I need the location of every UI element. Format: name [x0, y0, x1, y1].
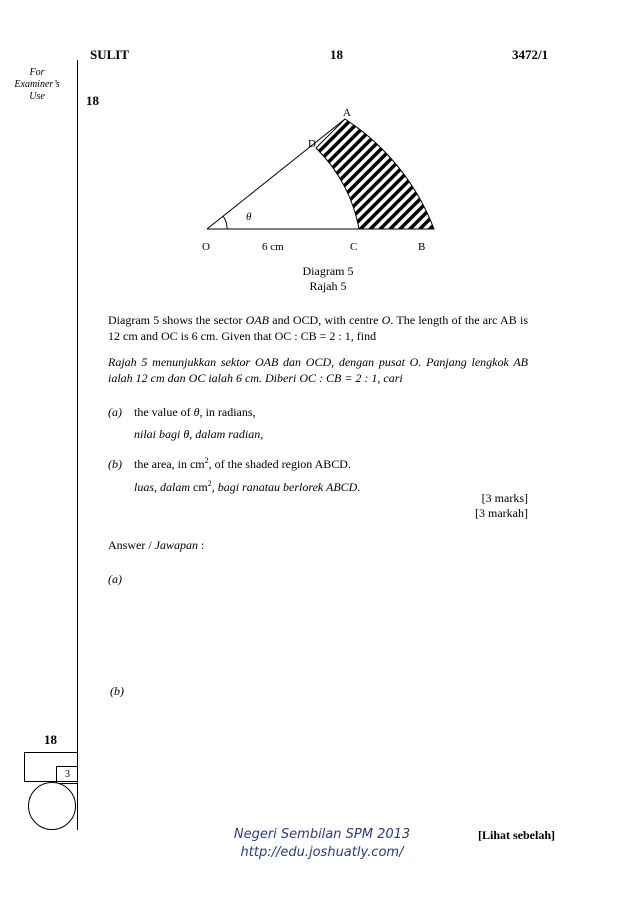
length-oc-label: 6 cm	[262, 241, 284, 253]
angle-theta-label: θ	[246, 211, 252, 223]
answer-part-a-label: (a)	[108, 572, 122, 586]
marks-malay: [3 markah]	[475, 506, 528, 520]
part-a-label: (a)	[108, 405, 122, 419]
question-malay: Rajah 5 menunjukkan sektor OAB dan OCD, dengan pusat O. Panjang lengkok AB ialah 12 cm dan OC ialah 6 cm. Diberi OC : CB = 2 : 1, cari	[108, 355, 528, 385]
sector-diagram	[190, 100, 450, 250]
examiner-score-circle	[28, 782, 76, 830]
question-english: Diagram 5 shows the sector OAB and OCD, with centre O. The length of the arc AB is 12 cm and OC is 6 cm. Given that OC : CB = 2 : 1, find	[108, 313, 528, 343]
point-b-label: B	[418, 241, 426, 253]
examiner-line2: Examiner’s	[14, 79, 60, 90]
footer-source	[226, 826, 418, 862]
point-d-label: D	[308, 138, 316, 150]
examiner-line3: Use	[29, 91, 45, 102]
point-c-label: C	[350, 241, 358, 253]
footer-next-page: [Lihat sebelah]	[478, 828, 556, 842]
part-a-malay: nilai bagi θ, dalam radian,	[134, 427, 264, 441]
angle-theta-arc	[223, 216, 227, 229]
part-b-label: (b)	[108, 457, 122, 471]
answer-label: Answer / Jawapan :	[108, 538, 205, 552]
point-a-label: A	[343, 107, 351, 119]
shaded-region-abcd	[316, 119, 434, 229]
header-paper-code: 3472/1	[512, 47, 549, 62]
line-oa	[207, 119, 345, 229]
marks-english: [3 marks]	[481, 491, 528, 505]
footer-url[interactable]: http://edu.joshuatly.com/	[240, 845, 404, 860]
caption-english: Diagram 5	[302, 264, 354, 278]
part-b: (b) the area, in $cm^2$, of the shaded region ABCD. luas, dalam $cm^2$, bagi ranatau berlorek ABCD.	[108, 456, 361, 494]
margin-rule	[77, 60, 78, 830]
question-number: 18	[86, 93, 99, 108]
header-page-number: 18	[330, 47, 343, 62]
marks-allocation	[475, 491, 528, 521]
diagram-caption	[268, 264, 388, 294]
point-o-label: O	[202, 241, 210, 253]
footer-source-line: Negeri Sembilan SPM 2013	[233, 827, 411, 842]
part-a: (a) the value of θ, in radians, nilai bagi θ, dalam radian,	[108, 405, 264, 441]
answer-part-b-label: (b)	[110, 684, 124, 698]
mark-box-inner: 3	[56, 766, 78, 784]
examiner-line1: For	[29, 67, 45, 78]
header-sulit: SULIT	[90, 47, 130, 62]
side-box-total: 18	[44, 732, 57, 747]
caption-malay: Rajah 5	[309, 279, 347, 293]
examiner-use-label	[6, 67, 68, 103]
